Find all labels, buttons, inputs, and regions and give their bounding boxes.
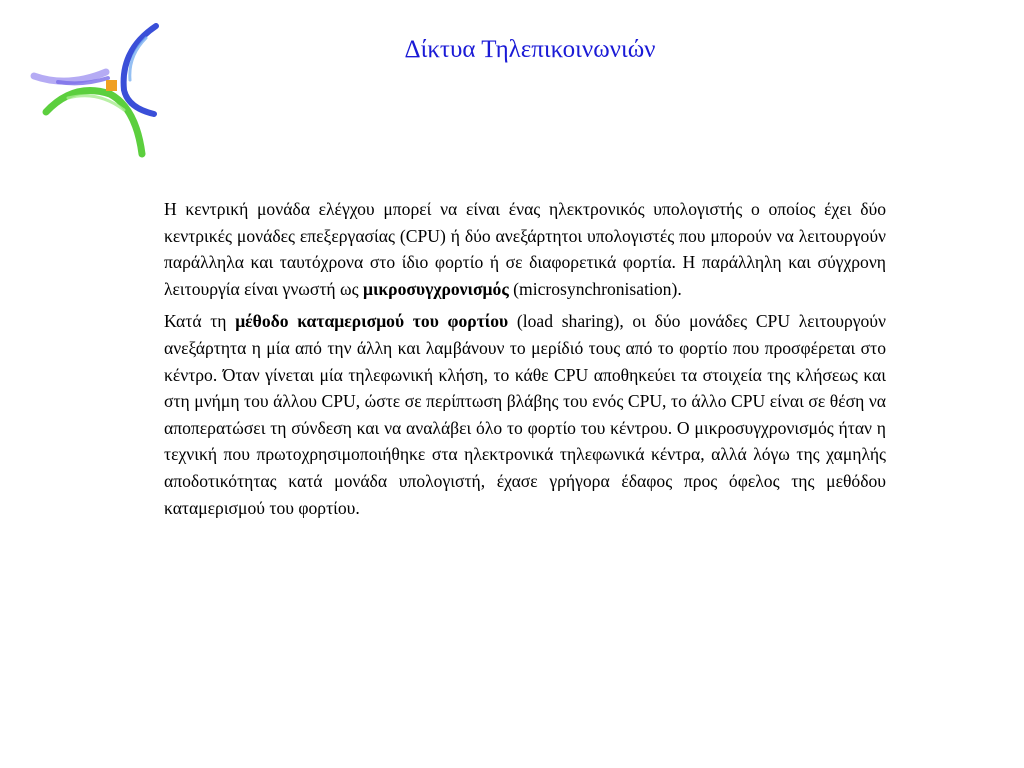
paragraph-load-sharing [164, 308, 886, 521]
logo-orange-center [106, 80, 117, 91]
slide-title: Δίκτυα Τηλεπικοινωνιών [404, 36, 656, 63]
paragraph-2-text-after: (load sharing), οι δύο μονάδες CPU λειτουργούν ανεξάρτητα η μία από την άλλη και λαμβάνουν το μερίδιό τους από το φορτίο που προσφέρεται στο κέντρο. Όταν γίνεται μία τηλεφωνική κλήση, το κάθε CPU αποθηκεύει τα στοιχεία της κλήσεως και στη μνήμη του άλλου CPU, ώστε σε περίπτωση βλάβης του ενός CPU, το άλλο CPU είναι σε θέση να αποπερατώσει τη σύνδεση και να αναλάβει όλο το φορτίο του κέντρου. Ο μικροσυγχρονισμός ήταν η τεχνική που πρωτοχρησιμοποιήθηκε στα ηλεκτρονικά τηλεφωνικά κέντρα, αλλά λόγω της χαμηλής αποδοτικότητας κατά μονάδα υπολογιστή, έχασε γρήγορα έδαφος προς όφελος της μεθόδου καταμερισμού του φορτίου. [164, 311, 886, 518]
paragraph-1-text-before: Η κεντρική μονάδα ελέγχου μπορεί να είναι ένας ηλεκτρονικός υπολογιστής ο οποίος έχει δύο κεντρικές μονάδες επεξεργασίας (CPU) ή δύο ανεξάρτητοι υπολογιστές που μπορούν να λειτουργούν παράλληλα και ταυτόχρονα στο ίδιο φορτίο ή σε διαφορετικά φορτία. Η παράλληλη και σύγχρονη λειτουργία είναι γνωστή ως [164, 199, 886, 299]
paragraph-microsynchronisation [164, 196, 886, 302]
paragraph-1-text-after: (microsynchronisation). [508, 278, 682, 299]
slide-body [164, 196, 886, 527]
paragraph-2-text-before: Κατά τη [164, 311, 236, 332]
term-microsynchronisation: μικροσυγχρονισμός [362, 278, 509, 299]
term-load-sharing: μέθοδο καταμερισμού του φορτίου [235, 311, 509, 332]
